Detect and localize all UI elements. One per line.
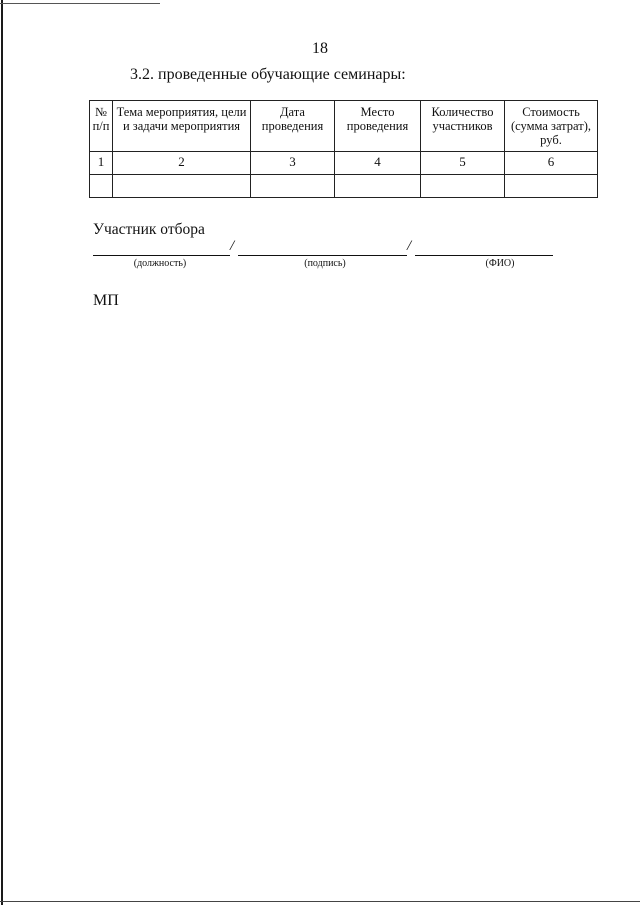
signature-line [238, 255, 407, 256]
table-cell: 3 [251, 152, 335, 175]
page-bottom-border [0, 901, 640, 902]
table-cell: 6 [505, 152, 598, 175]
table-cell [113, 175, 251, 198]
participant-label: Участник отбора [93, 221, 205, 238]
header-number: № п/п [90, 101, 113, 152]
table-cell: 5 [421, 152, 505, 175]
position-signature-line [93, 255, 230, 256]
section-heading: 3.2. проведенные обучающие семинары: [130, 66, 406, 83]
table-cell: 1 [90, 152, 113, 175]
header-participants-count: Количество участников [421, 101, 505, 152]
page-left-border [1, 0, 3, 905]
seminars-table [89, 100, 598, 198]
stamp-label: МП [93, 292, 119, 309]
table-cell [251, 175, 335, 198]
position-caption: (должность) [133, 258, 187, 269]
header-event-topic: Тема мероприятия, цели и задачи мероприятия [113, 101, 251, 152]
table-empty-row [90, 175, 598, 198]
table-cell [90, 175, 113, 198]
table-header-row [90, 101, 598, 152]
separator-slash: / [230, 238, 235, 254]
table-numbering-row [90, 152, 598, 175]
separator-slash: / [407, 238, 412, 254]
page-top-border [0, 3, 160, 4]
signature-caption: (подпись) [304, 258, 346, 269]
full-name-caption: (ФИО) [485, 258, 515, 269]
table-cell [505, 175, 598, 198]
header-date: Дата проведения [251, 101, 335, 152]
table-cell: 2 [113, 152, 251, 175]
table-cell [335, 175, 421, 198]
table-cell: 4 [335, 152, 421, 175]
full-name-line [415, 255, 553, 256]
header-place: Место проведения [335, 101, 421, 152]
page-number: 18 [312, 40, 328, 57]
table-cell [421, 175, 505, 198]
header-cost: Стоимость (сумма затрат), руб. [505, 101, 598, 152]
